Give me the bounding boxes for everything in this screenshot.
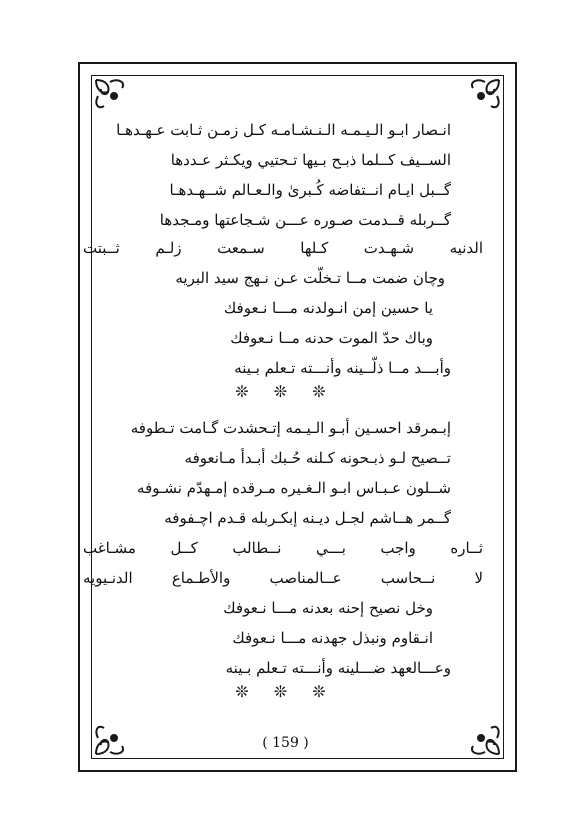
poem-line: وباك حدّ الموت حدنه مــا نـعوفك	[230, 329, 433, 347]
poem-line: يا حسين إمن انـولدنه مـــا نـعوفك	[223, 299, 433, 317]
poem-line: وخل نصيح إحنه بعدنه مـــا نـعوفك	[223, 599, 433, 617]
corner-ornament-icon	[459, 76, 503, 116]
page-border-inner	[91, 75, 504, 759]
poem-line: گــربله قــدمت صـوره عـــن شـجاعتها ومـجدها	[159, 211, 451, 229]
corner-ornament-icon	[92, 76, 136, 116]
separator-stars: ❊ ❊ ❊	[235, 682, 336, 701]
poem-line: وعـــالعهد ضـــلينه وأنـــته تـعلم بـينه	[225, 659, 451, 677]
poem-line: ثــاره واجب بـــي نــطالب كــل مشـاغب	[83, 539, 483, 557]
poem-line: لا نــحاسب عــالمناصب والأطـماع الدنـيويه	[83, 569, 483, 587]
poem-line: شــلون عـبـاس ابـو الـغـيره مـرقده إمـهدّم نشـوفه	[137, 479, 451, 497]
poem-line: گــبل ايـام انــتفاضه كُـبرىٰ والـعـالم شــهـدهـا	[169, 181, 451, 199]
page-number: ( 159 )	[262, 735, 309, 751]
poem-line: گــمر هــاشم لجـل ديـنه إبكـربله قـدم اچـفوفه	[164, 509, 451, 527]
poem-line: إبـمرقد احسـين أبـو الـيـمه إتـحشدت گـامت تـطوفه	[130, 419, 451, 437]
poem-line: انـقاوم ونبذل جهدنه مـــا نـعوفك	[232, 629, 433, 647]
poem-line: وچان ضمت مــا تـخلّت عـن نـهج سيد البريه	[175, 269, 445, 287]
poem-line: انـصار ابـو الـيـمـه الـنـشـامـه كـل زمـن ثـابت عـهـدهـا	[116, 121, 451, 139]
separator-stars: ❊ ❊ ❊	[235, 382, 336, 401]
poem-line: الدنيه شـهـدت كـلها سـمعت زلـم ثــبتت	[83, 239, 483, 257]
poem-line: تــصيح لـو ذبـحونه كـلنه حُـبك أبـدأ مـانعوفه	[184, 449, 451, 467]
poem-line: وأبـــد مــا ذلّــينه وأنـــته تـعلم بـينه	[234, 359, 451, 377]
poem-line: الســيف كــلما ذبـح بـيها تـحتيي ويكـثر عـددها	[170, 151, 451, 169]
